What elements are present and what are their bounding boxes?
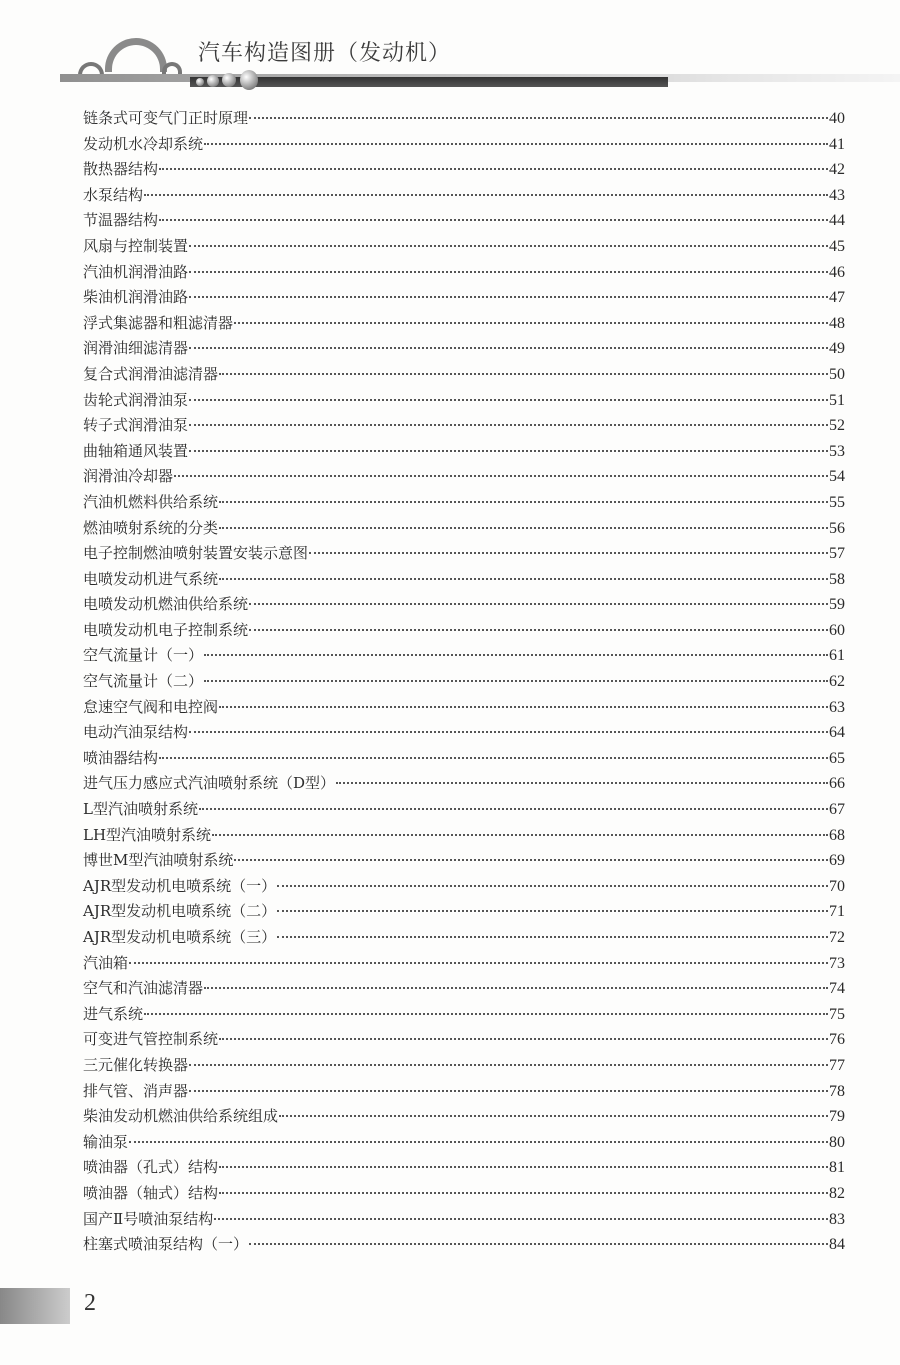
dot-leader xyxy=(159,168,828,170)
book-title: 汽车构造图册（发动机） xyxy=(198,41,452,66)
toc-entry[interactable] xyxy=(83,926,845,952)
toc-entry-page: 82 xyxy=(829,1184,845,1202)
logo-arc-icon xyxy=(105,38,167,72)
toc-entry[interactable] xyxy=(83,952,845,978)
toc-entry-page: 65 xyxy=(829,749,845,767)
toc-entry[interactable] xyxy=(83,517,845,543)
decor-ball-icon xyxy=(222,73,236,87)
toc-entry-page: 51 xyxy=(829,391,845,409)
toc-entry[interactable] xyxy=(83,312,845,338)
toc-entry[interactable] xyxy=(83,184,845,210)
toc-entry-page: 81 xyxy=(829,1159,845,1177)
dot-leader xyxy=(174,475,828,477)
toc-entry-page: 76 xyxy=(829,1031,845,1049)
toc-entry-title: 国产Ⅱ号喷油泵结构 xyxy=(83,1209,214,1228)
toc-entry[interactable] xyxy=(83,1080,845,1106)
toc-entry-page: 60 xyxy=(829,621,845,639)
toc-entry-title: 三元催化转换器 xyxy=(83,1055,189,1074)
dot-leader xyxy=(189,1090,828,1092)
dot-leader xyxy=(189,731,828,733)
dot-leader xyxy=(249,117,828,119)
decor-ball-icon xyxy=(240,70,258,90)
toc-entry-title: 发动机水冷却系统 xyxy=(83,134,204,153)
toc-entry[interactable] xyxy=(83,721,845,747)
dot-leader xyxy=(189,399,828,401)
dot-leader xyxy=(189,271,828,273)
toc-entry-title: 汽油机燃料供给系统 xyxy=(83,492,219,511)
toc-entry-title: 电喷发动机电子控制系统 xyxy=(83,620,249,639)
toc-entry[interactable] xyxy=(83,593,845,619)
toc-entry-page: 83 xyxy=(829,1210,845,1228)
toc-entry-title: LH型汽油喷射系统 xyxy=(83,825,212,844)
toc-entry-page: 47 xyxy=(829,289,845,307)
toc-entry-page: 41 xyxy=(829,135,845,153)
toc-entry-title: 电喷发动机进气系统 xyxy=(83,569,219,588)
toc-entry[interactable] xyxy=(83,644,845,670)
toc-entry-page: 69 xyxy=(829,852,845,870)
toc-entry[interactable] xyxy=(83,1233,845,1259)
dot-leader xyxy=(219,373,828,375)
toc-entry-title: AJR型发动机电喷系统（二） xyxy=(83,902,277,921)
dot-leader xyxy=(129,1141,828,1143)
toc-entry[interactable] xyxy=(83,1003,845,1029)
toc-entry-title: 进气系统 xyxy=(83,1004,144,1023)
toc-entry-title: 齿轮式润滑油泵 xyxy=(83,390,189,409)
dot-leader xyxy=(279,1115,828,1117)
dot-leader xyxy=(249,629,828,631)
dot-leader xyxy=(336,782,828,784)
decor-ball-icon xyxy=(196,78,204,86)
toc-entry-title: 节温器结构 xyxy=(83,211,159,230)
toc-entry[interactable] xyxy=(83,696,845,722)
dot-leader xyxy=(144,1013,828,1015)
toc-entry[interactable] xyxy=(83,337,845,363)
header-rule-dark xyxy=(190,77,668,87)
dot-leader xyxy=(277,910,828,912)
toc-entry-page: 67 xyxy=(829,801,845,819)
dot-leader xyxy=(189,424,828,426)
toc-entry[interactable] xyxy=(83,209,845,235)
toc-entry[interactable] xyxy=(83,747,845,773)
toc-entry[interactable] xyxy=(83,261,845,287)
toc-entry-title: 风扇与控制装置 xyxy=(83,236,189,255)
dot-leader xyxy=(234,859,828,861)
toc-entry[interactable] xyxy=(83,1028,845,1054)
dot-leader xyxy=(219,706,828,708)
toc-entry-page: 75 xyxy=(829,1005,845,1023)
toc-entry[interactable] xyxy=(83,286,845,312)
toc-entry-title: 怠速空气阀和电控阀 xyxy=(83,697,219,716)
toc-entry-page: 52 xyxy=(829,417,845,435)
toc-entry[interactable] xyxy=(83,363,845,389)
toc-entry[interactable] xyxy=(83,1208,845,1234)
dot-leader xyxy=(219,1166,828,1168)
toc-entry-title: 可变进气管控制系统 xyxy=(83,1030,219,1049)
toc-entry[interactable] xyxy=(83,1156,845,1182)
toc-entry[interactable] xyxy=(83,542,845,568)
toc-entry[interactable] xyxy=(83,235,845,261)
toc-entry[interactable] xyxy=(83,849,845,875)
toc-entry-title: 电子控制燃油喷射装置安装示意图 xyxy=(83,544,309,563)
dot-leader xyxy=(204,680,828,682)
toc-entry[interactable] xyxy=(83,798,845,824)
toc-entry[interactable] xyxy=(83,1105,845,1131)
toc-entry[interactable] xyxy=(83,900,845,926)
toc-entry-title: 散热器结构 xyxy=(83,160,159,179)
toc-entry-title: 博世M型汽油喷射系统 xyxy=(83,851,234,870)
toc-entry-title: 空气流量计（一） xyxy=(83,646,204,665)
dot-leader xyxy=(189,296,828,298)
toc-entry-page: 66 xyxy=(829,775,845,793)
toc-entry-page: 46 xyxy=(829,263,845,281)
dot-leader xyxy=(277,936,828,938)
toc-entry-page: 62 xyxy=(829,673,845,691)
toc-entry[interactable] xyxy=(83,1131,845,1157)
toc-entry-title: AJR型发动机电喷系统（一） xyxy=(83,876,277,895)
toc-entry[interactable] xyxy=(83,1182,845,1208)
toc-entry-page: 50 xyxy=(829,365,845,383)
toc-entry-title: 柴油机润滑油路 xyxy=(83,288,189,307)
dot-leader xyxy=(219,501,828,503)
toc-entry[interactable] xyxy=(83,491,845,517)
toc-entry-page: 74 xyxy=(829,980,845,998)
toc-entry-title: 输油泵 xyxy=(83,1132,129,1151)
toc-entry[interactable] xyxy=(83,619,845,645)
toc-entry-page: 58 xyxy=(829,570,845,588)
dot-leader xyxy=(159,219,828,221)
dot-leader xyxy=(199,808,828,810)
dot-leader xyxy=(144,194,828,196)
toc-entry[interactable] xyxy=(83,465,845,491)
dot-leader xyxy=(129,962,828,964)
toc-entry[interactable] xyxy=(83,158,845,184)
toc-entry-page: 42 xyxy=(829,161,845,179)
dot-leader xyxy=(309,552,828,554)
toc-entry[interactable] xyxy=(83,670,845,696)
dot-leader xyxy=(219,578,828,580)
toc-entry-title: 汽油箱 xyxy=(83,953,129,972)
dot-leader xyxy=(212,834,828,836)
toc-entry-page: 61 xyxy=(829,647,845,665)
toc-entry[interactable] xyxy=(83,389,845,415)
toc-entry[interactable] xyxy=(83,568,845,594)
toc-entry-page: 54 xyxy=(829,468,845,486)
toc-entry-title: 排气管、消声器 xyxy=(83,1081,189,1100)
toc-entry-page: 72 xyxy=(829,929,845,946)
dot-leader xyxy=(189,1064,828,1066)
toc-entry-page: 64 xyxy=(829,724,845,742)
dot-leader xyxy=(189,245,828,247)
toc-entry[interactable] xyxy=(83,977,845,1003)
toc-entry[interactable] xyxy=(83,772,845,798)
table-of-contents xyxy=(83,107,845,1259)
toc-entry-title: 浮式集滤器和粗滤清器 xyxy=(83,313,234,332)
toc-entry-title: 复合式润滑油滤清器 xyxy=(83,364,219,383)
toc-entry-title: 喷油器（轴式）结构 xyxy=(83,1183,219,1202)
toc-entry-page: 80 xyxy=(829,1133,845,1151)
toc-entry[interactable] xyxy=(83,414,845,440)
toc-entry-title: 燃油喷射系统的分类 xyxy=(83,518,219,537)
toc-entry-title: 喷油器（孔式）结构 xyxy=(83,1158,219,1177)
dot-leader xyxy=(204,143,828,145)
dot-leader xyxy=(277,885,828,887)
toc-entry-title: 电喷发动机燃油供给系统 xyxy=(83,595,249,614)
toc-entry-page: 44 xyxy=(829,212,845,230)
toc-entry-page: 71 xyxy=(829,903,845,921)
toc-entry-page: 48 xyxy=(829,314,845,332)
toc-entry-page: 63 xyxy=(829,698,845,716)
toc-entry[interactable] xyxy=(83,875,845,901)
toc-entry-page: 55 xyxy=(829,493,845,511)
toc-entry-page: 56 xyxy=(829,519,845,537)
toc-entry-page: 84 xyxy=(829,1236,845,1254)
toc-entry[interactable] xyxy=(83,824,845,850)
dot-leader xyxy=(249,603,828,605)
page-number: 2 xyxy=(84,1290,96,1316)
toc-entry[interactable] xyxy=(83,107,845,133)
toc-entry-page: 49 xyxy=(829,340,845,358)
toc-entry-page: 68 xyxy=(829,826,845,844)
dot-leader xyxy=(189,347,828,349)
toc-entry-page: 43 xyxy=(829,186,845,204)
toc-entry-title: 润滑油冷却器 xyxy=(83,467,174,486)
dot-leader xyxy=(204,654,828,656)
toc-entry-title: 空气和汽油滤清器 xyxy=(83,979,204,998)
dot-leader xyxy=(249,1243,828,1245)
toc-entry-title: 进气压力感应式汽油喷射系统（D型） xyxy=(83,774,336,793)
toc-entry-title: 柱塞式喷油泵结构（一） xyxy=(83,1235,249,1254)
toc-entry-title: 链条式可变气门正时原理 xyxy=(83,109,249,127)
decor-ball-icon xyxy=(207,75,219,87)
toc-entry-title: L型汽油喷射系统 xyxy=(83,800,198,819)
toc-entry-page: 57 xyxy=(829,545,845,563)
toc-entry[interactable] xyxy=(83,440,845,466)
dot-leader xyxy=(214,1218,828,1220)
dot-leader xyxy=(189,450,828,452)
toc-entry-title: AJR型发动机电喷系统（三） xyxy=(83,928,277,946)
toc-entry-page: 78 xyxy=(829,1082,845,1100)
toc-entry-title: 电动汽油泵结构 xyxy=(83,723,189,742)
toc-entry-title: 曲轴箱通风装置 xyxy=(83,441,189,460)
toc-entry-title: 喷油器结构 xyxy=(83,748,159,767)
footer-bar xyxy=(0,1288,70,1324)
toc-entry-page: 70 xyxy=(829,877,845,895)
toc-entry-title: 润滑油细滤清器 xyxy=(83,339,189,358)
toc-entry[interactable] xyxy=(83,1054,845,1080)
toc-entry-title: 汽油机润滑油路 xyxy=(83,262,189,281)
dot-leader xyxy=(219,1192,828,1194)
dot-leader xyxy=(159,757,828,759)
toc-entry[interactable] xyxy=(83,133,845,159)
toc-entry-page: 73 xyxy=(829,954,845,972)
dot-leader xyxy=(219,527,828,529)
dot-leader xyxy=(219,1038,828,1040)
dot-leader xyxy=(204,987,828,989)
toc-entry-title: 空气流量计（二） xyxy=(83,672,204,691)
toc-entry-title: 柴油发动机燃油供给系统组成 xyxy=(83,1107,279,1126)
toc-entry-title: 水泵结构 xyxy=(83,185,144,204)
toc-entry-title: 转子式润滑油泵 xyxy=(83,416,189,435)
toc-entry-page: 53 xyxy=(829,442,845,460)
dot-leader xyxy=(234,322,828,324)
toc-entry-page: 77 xyxy=(829,1056,845,1074)
toc-entry-page: 40 xyxy=(829,110,845,127)
toc-entry-page: 59 xyxy=(829,596,845,614)
toc-entry-page: 45 xyxy=(829,237,845,255)
toc-entry-page: 79 xyxy=(829,1108,845,1126)
